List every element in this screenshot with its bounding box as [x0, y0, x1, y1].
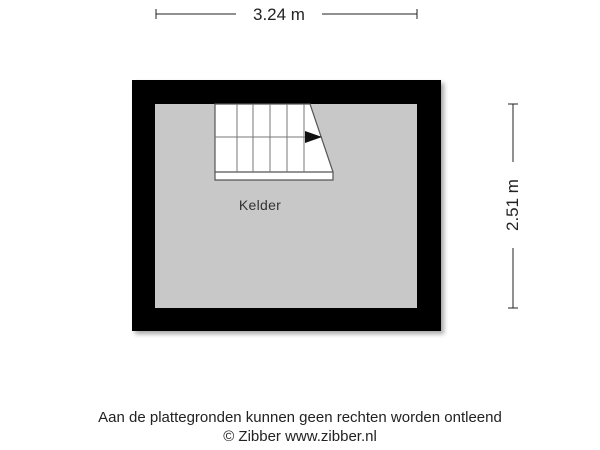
- height-dimension-label: 2.51 m: [503, 162, 523, 248]
- room-label-kelder: Kelder: [238, 197, 282, 213]
- footer: [0, 408, 600, 446]
- width-dimension-label: 3.24 m: [236, 5, 322, 25]
- disclaimer-text: Aan de plattegronden kunnen geen rechten worden ontleend: [98, 409, 502, 426]
- copyright-text: © Zibber www.zibber.nl: [223, 428, 377, 445]
